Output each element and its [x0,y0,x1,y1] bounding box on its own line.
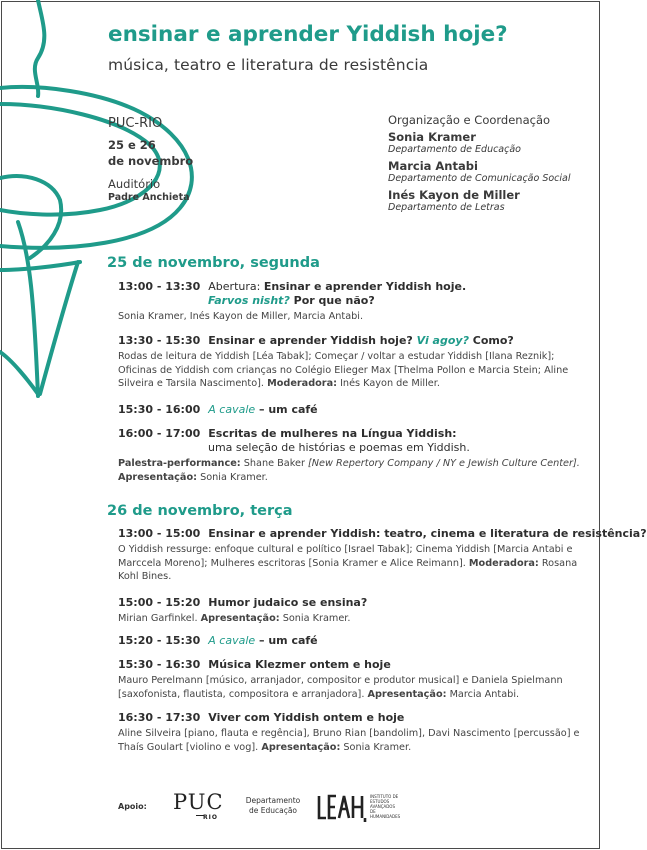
venue-place-line2: Padre Anchieta [108,192,190,203]
event-title: Viver com Yiddish ontem e hoje [208,711,405,724]
event-time: 15:00 - 15:20 [118,596,201,609]
event-item [118,527,647,584]
day2-heading: 26 de novembro, terça [107,503,293,519]
event-time: 16:30 - 17:30 [118,711,201,724]
presenter-label: Apresentação: [261,741,341,753]
moderator-label: Moderadora: [468,557,539,569]
performer-name: Shane Baker [240,458,309,469]
event-title-end: Como? [468,334,514,347]
puc-logo-text: PUC [173,790,224,814]
event-title-yiddish: A cavale [208,634,256,647]
venue-block [108,116,193,203]
presenter-label: Apresentação: [367,688,447,700]
venue-place-line1: Auditório [108,177,161,191]
institute-name [370,794,402,819]
event-title-prefix: Abertura: [208,280,264,293]
presenter-name: Sonia Kramer. [340,741,412,753]
event-time: 13:00 - 13:30 [118,280,201,293]
event-item [118,596,588,626]
event-subtitle: uma seleção de histórias e poemas em Yiddish. [208,441,470,454]
presenter-label: Apresentação: [118,471,197,483]
event-time: 13:00 - 15:00 [118,527,201,540]
institute-line2: ESTUDOS AVANÇADOS [370,799,395,809]
event-description: Aline Silveira [piano, flauta e regência], Bruno Rian [bandolim], Davi Nascimento [percussão] e Thaís Goulart [violino e vog]. [118,728,580,753]
presenter-name: Marcia Antabi. [446,688,520,700]
department-line2: de Educação [248,806,298,815]
organization-block [388,113,571,217]
performance-label: Palestra-performance: [118,458,241,469]
event-item [118,334,588,391]
event-item [118,711,588,754]
event-time: 13:30 - 15:30 [118,334,201,347]
event-subtitle: Por que não? [289,294,375,307]
organizer-name: Sonia Kramer [388,130,476,144]
moderator-name: Inés Kayon de Miller. [337,378,440,389]
department-line1: Departamento [245,796,301,805]
organizer-dept: Departamento de Letras [388,202,505,213]
page-subtitle: música, teatro e literatura de resistência [108,56,429,74]
event-time: 15:20 - 15:30 [118,634,201,647]
event-description: Rodas de leitura de Yiddish [Léa Tabak]; Começar / voltar a estudar Yiddish [Ilana Reznik]; Oficinas de Yiddish com crianças no Colégio Elieger Max [Thelma Pollon e Marcia Stein; Aline Silveira e Tarsila Nascimento]. [118,351,569,389]
event-description: O Yiddish ressurge: enfoque cultural e político [Israel Tabak]; Cinema Yiddish [Marcia Antabi e Marccela Moreno]; Mulheres escritoras [Sonia Kramer e Alice Reimann]. [118,544,573,569]
moderator-label: Moderadora: [267,378,337,389]
event-title: – um café [255,634,318,647]
venue-dates-line1: 25 e 26 [108,138,156,152]
event-item [118,634,588,648]
venue-dates-line2: de novembro [108,154,194,168]
event-title: Humor judaico se ensina? [208,596,368,609]
puc-logo-rio: RIO [203,814,218,821]
day1-heading: 25 de novembro, segunda [107,255,320,271]
venue-city: PUC-RIO [108,116,163,131]
event-title: – um café [255,403,318,416]
event-time: 16:00 - 17:00 [118,427,201,440]
organization-heading: Organização e Coordenação [388,113,551,127]
event-title-yiddish: Vi agoy? [416,334,469,347]
institute-logo-icon [316,792,368,822]
sponsor-footer [0,790,601,830]
event-description: Mauro Perelmann [músico, arranjador, compositor e produtor musical] e Daniela Spielmann [saxofonista, flautista, compositora e arranjadora]. [118,675,563,700]
event-item [118,427,588,484]
organizer-name: Marcia Antabi [388,159,478,173]
page-title: ensinar e aprender Yiddish hoje? [108,22,508,47]
event-item [118,658,588,701]
presenter-label: Apresentação: [200,613,280,624]
organizer-dept: Departamento de Educação [388,144,521,155]
event-title-yiddish: A cavale [208,403,256,416]
event-item [118,403,588,417]
event-title: Ensinar e aprender Yiddish hoje. [263,280,467,293]
event-description: Sonia Kramer, Inés Kayon de Miller, Marcia Antabi. [118,311,364,322]
support-label: Apoio: [118,802,147,811]
presenter-name: Sonia Kramer. [279,613,351,624]
moderator-name: Rosana Kohl Bines. [118,557,578,582]
event-title: Ensinar e aprender Yiddish hoje? [208,334,417,347]
event-item [118,280,588,324]
event-title: Música Klezmer ontem e hoje [208,658,391,671]
institute-line3: DE HUMANIDADES [370,809,401,819]
institute-line1: INSTITUTO DE [370,794,399,799]
department-logo-text [244,796,302,816]
event-time: 15:30 - 16:30 [118,658,201,671]
event-subtitle-yiddish: Farvos nisht? [208,294,290,307]
performer-affiliation: [New Repertory Company / NY e Jewish Culture Center]. [308,458,580,469]
event-title: Ensinar e aprender Yiddish: teatro, cinema e literatura de resistência? [208,527,647,540]
presenter-name: Sonia Kramer. [197,471,268,483]
event-title: Escritas de mulheres na Língua Yiddish: [208,427,457,440]
organizer-dept: Departamento de Comunicação Social [388,173,571,184]
organizer-name: Inés Kayon de Miller [388,188,520,202]
event-description: Mirian Garfinkel. [118,613,201,624]
event-time: 15:30 - 16:00 [118,403,201,416]
